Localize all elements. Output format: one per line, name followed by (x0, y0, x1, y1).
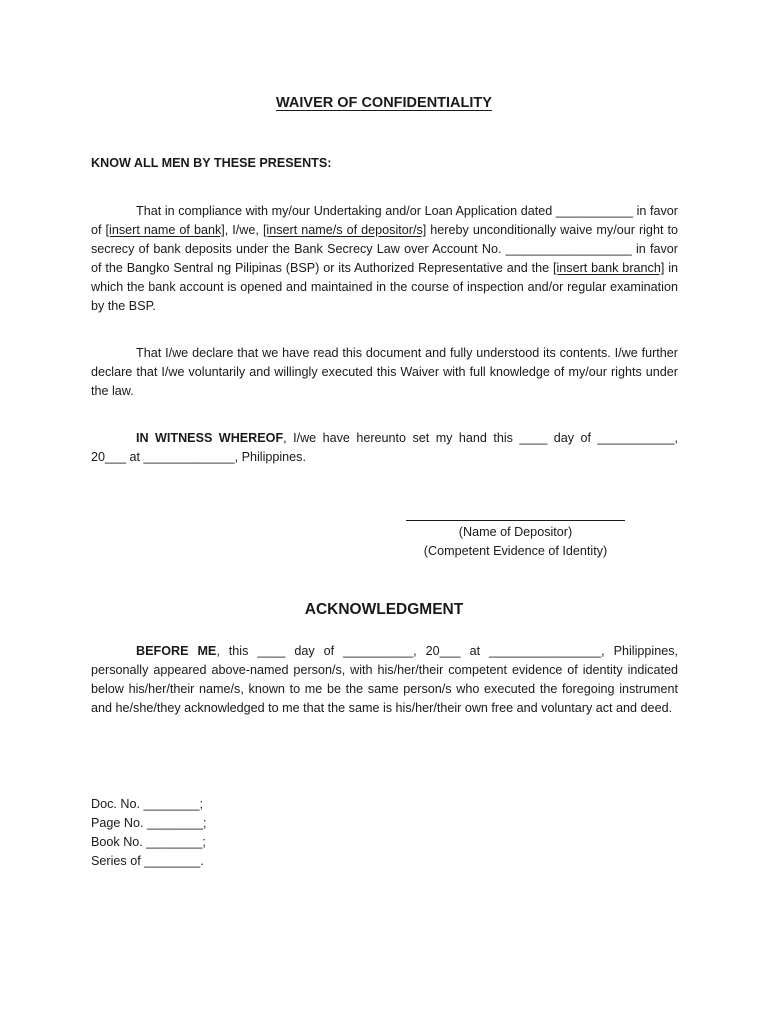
depositor-name-label: (Name of Depositor) (458, 525, 573, 539)
paragraph-text: , I/we have hereunto set my hand this ____ day of ___________, 20___ at _____________, Philippines. (91, 431, 678, 464)
page-no-line: Page No. ________; (91, 816, 207, 830)
paragraph-text: That I/we declare that we have read this document and fully understood its contents. I/we further declare that I/we voluntarily and willingly executed this Waiver with full knowledge of my/our rights under the law. (91, 346, 678, 398)
acknowledgment-lead: BEFORE ME (136, 644, 217, 658)
paragraph-text: That in compliance with my/our Undertaking and/or Loan Application dated ___________ in favor of (91, 204, 678, 237)
witness-lead: IN WITNESS WHEREOF (136, 431, 284, 445)
preamble: KNOW ALL MEN BY THESE PRESENTS: (91, 156, 332, 170)
paragraph-declaration (91, 344, 678, 401)
paragraph-undertaking (91, 202, 678, 316)
acknowledgment-title: ACKNOWLEDGMENT (304, 601, 464, 618)
paragraph-text: , this ____ day of __________, 20___ at ________________, Philippines, personally appeared above-named person/s, with his/her/their competent evidence of identity indicated below his/her/their name/s, known to me be the same person/s who executed the foregoing instrument and he/she/they acknowledged to me that the same is his/her/their own free and voluntary act and deed. (91, 644, 678, 715)
document-title: WAIVER OF CONFIDENTIALITY (276, 95, 492, 111)
paragraph-acknowledgment (91, 642, 678, 718)
series-line: Series of ________. (91, 854, 204, 868)
doc-no-line: Doc. No. ________; (91, 797, 204, 811)
depositor-name-placeholder: [insert name/s of depositor/s] (262, 223, 427, 237)
paragraph-witness (91, 429, 678, 467)
paragraph-text: , I/we, (224, 223, 263, 237)
book-no-line: Book No. ________; (91, 835, 206, 849)
paragraph-text: hereby unconditionally waive my/our right to secrecy of bank deposits under the Bank Secrecy Law over Account No. __________________ in favor of the Bangko Sentral ng Pilipinas (BSP) or its Authorized Representative and the (91, 223, 678, 275)
notarial-register (91, 795, 207, 871)
evidence-of-identity-label: (Competent Evidence of Identity) (423, 544, 608, 558)
bank-name-placeholder: [insert name of bank] (105, 223, 225, 237)
paragraph-text: in which the bank account is opened and maintained in the course of inspection and/or regular examination by the BSP. (91, 261, 679, 313)
signature-line (406, 520, 625, 521)
bank-branch-placeholder: [insert bank branch] (552, 261, 665, 275)
